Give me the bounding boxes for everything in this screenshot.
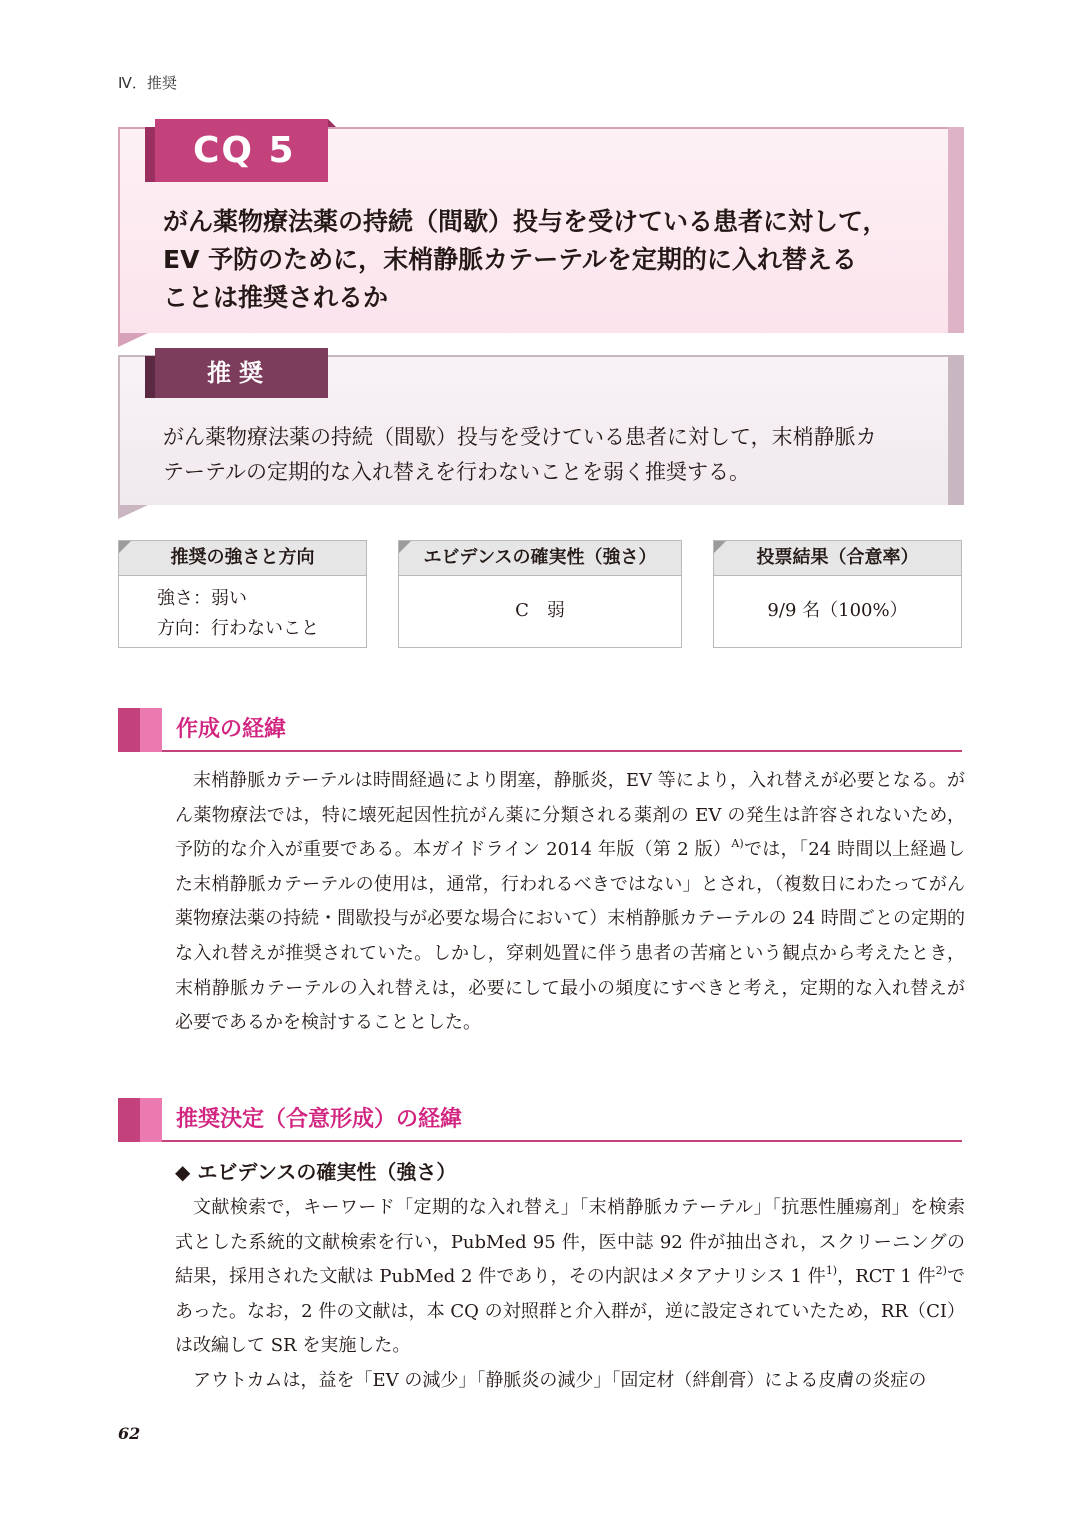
section-title: 推奨決定（合意形成）の経緯 — [176, 1107, 463, 1132]
cq-question-line: ことは推奨されるか — [163, 283, 389, 312]
reference-mark: 2) — [935, 1264, 947, 1278]
cq-label: CQ 5 — [155, 119, 328, 182]
cq-box-tail — [118, 333, 148, 347]
cq-question-line: がん薬物療法薬の持続（間歇）投与を受けている患者に対して， — [163, 207, 888, 236]
evidence-subheading: ◆ エビデンスの確実性（強さ） — [175, 1160, 457, 1184]
cq-question-line: EV 予防のために，末梢静脈カテーテルを定期的に入れ替える — [163, 245, 857, 274]
evidence-certainty-box — [398, 540, 682, 648]
recommendation-line: がん薬物療法薬の持続（間歇）投与を受けている患者に対して，末梢静脈カ — [163, 425, 877, 449]
section-heading-background — [118, 708, 962, 752]
direction-value: 方向：行わないこと — [157, 618, 319, 639]
section-marker — [118, 708, 140, 752]
strength-direction-box — [118, 540, 367, 648]
strength-direction-header: 推奨の強さと方向 — [119, 541, 366, 576]
section-marker-light — [140, 1098, 162, 1142]
recommendation-text — [163, 420, 933, 490]
section-rule — [162, 750, 962, 752]
section-marker-light — [140, 708, 162, 752]
strength-value: 強さ：弱い — [157, 588, 247, 609]
evidence-certainty-value: C 弱 — [515, 600, 565, 621]
section-marker — [118, 1098, 140, 1142]
running-head: Ⅳ．推奨 — [118, 74, 177, 92]
cq-question — [163, 203, 923, 317]
section-title: 作成の経緯 — [176, 717, 287, 742]
section-consensus-body — [175, 1191, 965, 1399]
paragraph — [175, 1191, 965, 1364]
reference-mark: 1) — [825, 1264, 838, 1278]
recommendation-line: テーテルの定期的な入れ替えを行わないことを弱く推奨する。 — [163, 460, 750, 484]
vote-result-value: 9/9 名（100%） — [767, 600, 908, 621]
paragraph — [175, 764, 965, 1041]
text-run: ，RCT 1 件 — [837, 1266, 936, 1288]
vote-result-header: 投票結果（合意率） — [714, 541, 961, 576]
vote-result-box — [713, 540, 962, 648]
recommendation-label: 推奨 — [155, 348, 328, 398]
section-background-body — [175, 764, 965, 1041]
text-run: であった。なお，2 件の文献は，本 CQ の対照群と介入群が，逆に設定されていたため，RR（CI）は改編して SR を実施した。 — [175, 1266, 965, 1357]
text-run: 文献検索で，キーワード「定期的な入れ替え」「末梢静脈カテーテル」「抗悪性腫瘍剤」を検索式とした系統的文献検索を行い，PubMed 95 件，医中誌 92 件が抽出され，スクリーニングの結果，採用された文献は PubMed 2 件であり，その内訳はメタアナリシス 1 件 — [175, 1197, 965, 1288]
paragraph: アウトカムは，益を「EV の減少」「静脈炎の減少」「固定材（絆創膏）による皮膚の炎症の — [193, 1369, 927, 1391]
text-run: では，「24 時間以上経過した末梢静脈カテーテルの使用は，通常，行われるべきではない」とされ，（複数日にわたってがん薬物療法薬の持続・間歇投与が必要な場合において）末梢静脈カテーテルの 24 時間ごとの定期的な入れ替えが推奨されていた。しかし，穿刺処置に伴う患者の苦痛という観点から考えたとき，末梢静脈カテーテルの入れ替えは，必要にして最小の頻度にすべきと考え，定期的な入れ替えが必要であるかを検討することとした。 — [175, 839, 965, 1034]
recommendation-box-tail — [118, 505, 148, 519]
text-run: 末梢静脈カテーテルは時間経過により閉塞，静脈炎，EV 等により，入れ替えが必要となる。がん薬物療法では，特に壊死起因性抗がん薬に分類される薬剤の EV の発生は許容されないため，予防的な介入が重要である。本ガイドライン 2014 年版（第 2 版） — [175, 770, 965, 861]
section-heading-consensus — [118, 1098, 962, 1142]
reference-mark: A) — [731, 837, 744, 851]
section-rule — [162, 1140, 962, 1142]
evidence-certainty-header: エビデンスの確実性（強さ） — [399, 541, 681, 576]
page-number: 62 — [118, 1424, 141, 1443]
